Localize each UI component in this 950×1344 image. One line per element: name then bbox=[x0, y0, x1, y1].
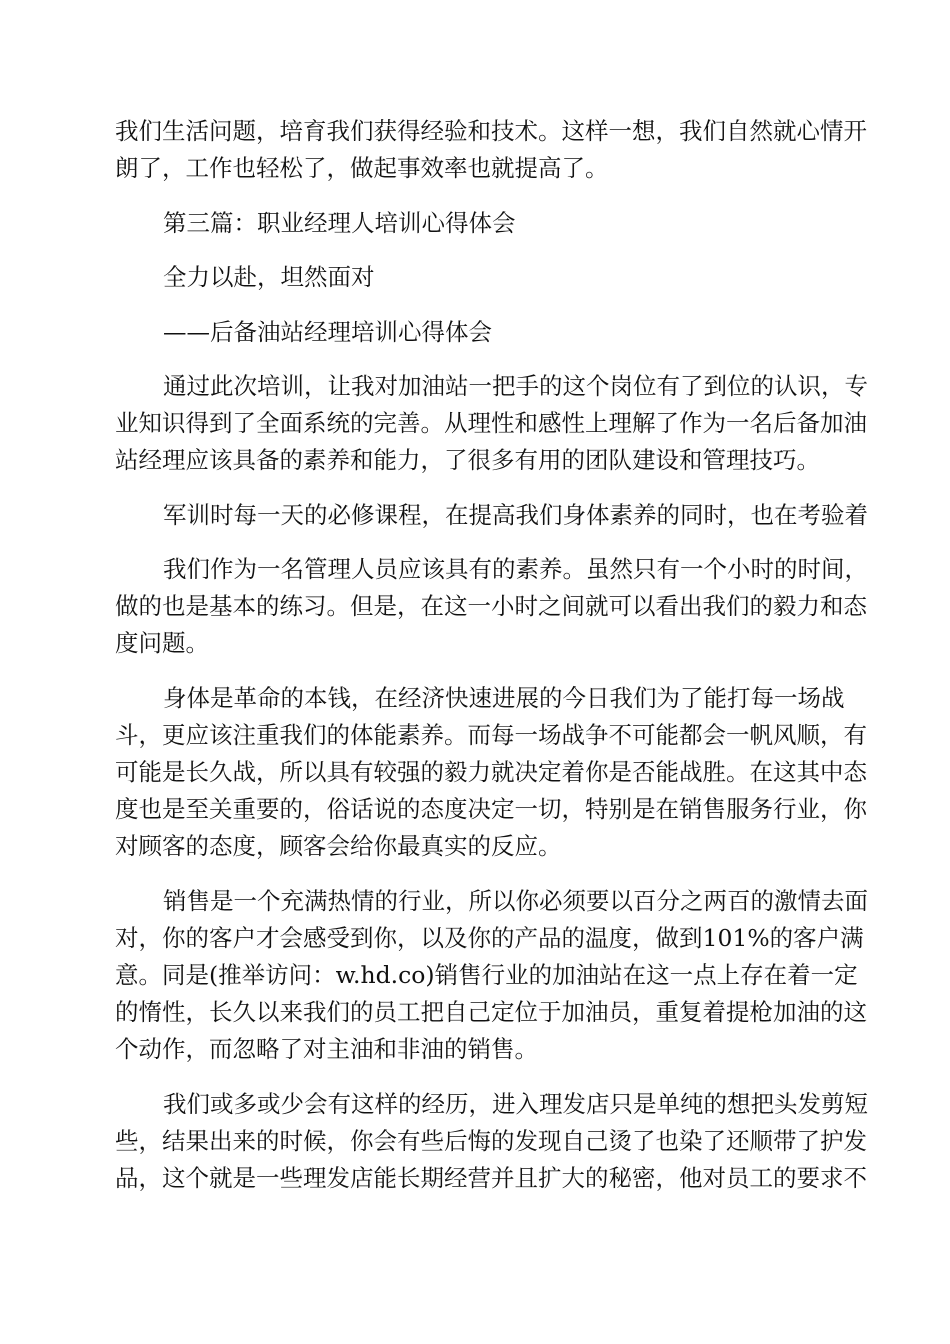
body-text-line: 对，你的客户才会感受到你，以及你的产品的温度，做到101%的客户满 bbox=[115, 924, 864, 952]
body-text-line: 度也是至关重要的，俗话说的态度决定一切，特别是在销售服务行业，你 bbox=[115, 795, 867, 823]
body-text-line: 我们作为一名管理人员应该具有的素养。虽然只有一个小时的时间， bbox=[163, 555, 868, 583]
body-text-line: 可能是长久战，所以具有较强的毅力就决定着你是否能战胜。在这其中态 bbox=[115, 758, 867, 786]
body-text-line: 些，结果出来的时候，你会有些后悔的发现自己烫了也染了还顺带了护发 bbox=[115, 1127, 867, 1155]
body-text-line: 军训时每一天的必修课程，在提高我们身体素养的同时，也在考验着 bbox=[163, 501, 868, 529]
body-text-line: 品，这个就是一些理发店能长期经营并且扩大的秘密，他对员工的要求不 bbox=[115, 1164, 867, 1192]
body-text-line: 的惰性，长久以来我们的员工把自己定位于加油员，重复着提枪加油的这 bbox=[115, 998, 867, 1026]
body-text-line: 销售是一个充满热情的行业，所以你必须要以百分之两百的激情去面 bbox=[163, 887, 868, 915]
body-text-line: 站经理应该具备的素养和能力，了很多有用的团队建设和管理技巧。 bbox=[115, 446, 820, 474]
body-text-line: 做的也是基本的练习。但是，在这一小时之间就可以看出我们的毅力和态 bbox=[115, 592, 867, 620]
body-text-line: 我们或多或少会有这样的经历，进入理发店只是单纯的想把头发剪短 bbox=[163, 1090, 868, 1118]
body-text-line: 对顾客的态度，顾客会给你最真实的反应。 bbox=[115, 832, 562, 860]
chapter-heading: 第三篇：职业经理人培训心得体会 bbox=[163, 209, 516, 237]
body-text-line: 斗，更应该注重我们的体能素养。而每一场战争不可能都会一帆风顺，有 bbox=[115, 721, 867, 749]
body-text-line: 意。同是(推举访问：w.hd.co)销售行业的加油站在这一点上存在着一定 bbox=[115, 961, 858, 989]
body-text-line: 度问题。 bbox=[115, 629, 209, 657]
body-text-line: 通过此次培训，让我对加油站一把手的这个岗位有了到位的认识，专 bbox=[163, 372, 868, 400]
article-subtitle: ——后备油站经理培训心得体会 bbox=[163, 318, 492, 346]
body-text-line: 个动作，而忽略了对主油和非油的销售。 bbox=[115, 1035, 538, 1063]
body-text-line: 业知识得到了全面系统的完善。从理性和感性上理解了作为一名后备加油 bbox=[115, 409, 867, 437]
article-title: 全力以赴，坦然面对 bbox=[163, 263, 375, 291]
body-text-line: 身体是革命的本钱，在经济快速进展的今日我们为了能打每一场战 bbox=[163, 684, 845, 712]
body-text-line: 朗了，工作也轻松了，做起事效率也就提高了。 bbox=[115, 154, 609, 182]
body-text-line: 我们生活问题，培育我们获得经验和技术。这样一想，我们自然就心情开 bbox=[115, 117, 867, 145]
